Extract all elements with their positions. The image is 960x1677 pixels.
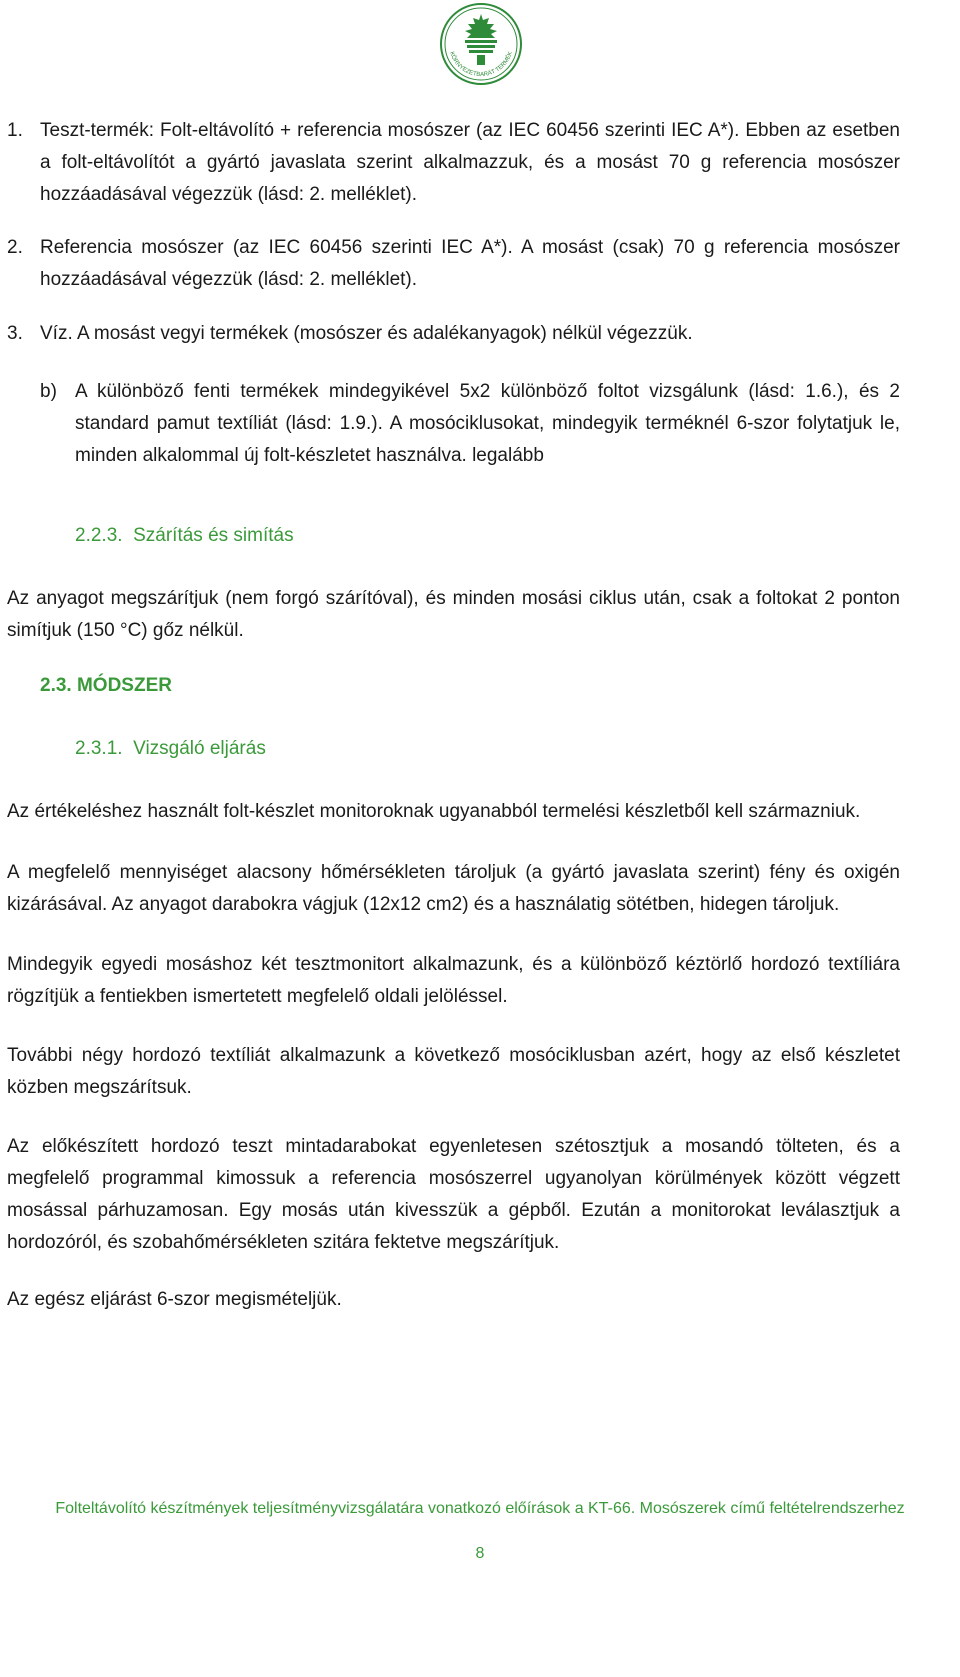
page-number: 8 <box>475 1545 485 1562</box>
section-heading-2-3-1 <box>75 733 775 765</box>
logo-text: KÖRNYEZETBARÁT TERMÉK <box>448 51 514 79</box>
list-item-b-text: A különböző fenti termékek mindegyikével 5x2 különböző foltot vizsgálunk (lásd: 1.6.), és 2 standard pamut textíliát (lásd: 1.9.). A mosóciklusokat, mindegyik terméknél 6-szor folytatjuk le, minden alkalommal új folt-készletet használva. legalább <box>75 381 900 466</box>
list-item-2: Referencia mosószer (az IEC 60456 szerinti IEC A*). A mosást (csak) 70 g referencia mosószer hozzáadásával végezzük (lásd: 2. melléklet). <box>40 237 900 290</box>
paragraph: További négy hordozó textíliát alkalmazunk a következő mosóciklusban azért, hogy az első készletet közben megszárítsuk. <box>7 1045 900 1098</box>
paragraph: Az egész eljárást 6-szor megismételjük. <box>7 1289 342 1310</box>
section-number: 2.3. <box>40 675 72 696</box>
list-item-3: Víz. A mosást vegyi termékek (mosószer és adalékanyagok) nélkül végezzük. <box>40 323 693 344</box>
eco-label-logo <box>436 0 526 90</box>
paragraph: Az előkészített hordozó teszt mintadarabokat egyenletesen szétosztjuk a mosandó tölteten, és a megfelelő programmal kimossuk a referencia mosószerrel ugyanolyan körülmények között végzett mosással párhuzamosan. Egy mosás után kivesszük a gépből. Ezután a monitorokat leválasztjuk a hordozóról, és szobahőmérsékleten szitára fektetve megszárítjuk. <box>7 1136 900 1253</box>
section-title: MÓDSZER <box>76 675 172 696</box>
paragraph: Az értékeléshez használt folt-készlet monitoroknak ugyanabból termelési készletből kell származniuk. <box>7 801 861 822</box>
section-title: Vizsgáló eljárás <box>133 738 266 759</box>
section-title: Szárítás és simítás <box>133 525 294 546</box>
list-number-2: 2. <box>7 237 23 258</box>
list-number-3: 3. <box>7 323 23 344</box>
paragraph-drying: Az anyagot megszárítjuk (nem forgó szárítóval), és minden mosási ciklus után, csak a foltokat 2 ponton simítjuk (150 °C) gőz nélkül. <box>7 588 900 641</box>
list-item-1: Teszt-termék: Folt-eltávolító + referencia mosószer (az IEC 60456 szerinti IEC A*). Ebben az esetben a folt-eltávolítót a gyártó javaslata szerint alkalmazzuk, és a mosást 70 g referencia mosószer hozzáadásával végezzük (lásd: 2. melléklet). <box>40 120 900 205</box>
section-number: 2.2.3. <box>75 525 123 546</box>
list-number-1: 1. <box>7 120 23 141</box>
section-number: 2.3.1. <box>75 738 123 759</box>
section-heading-2-3 <box>40 670 740 702</box>
paragraph: Mindegyik egyedi mosáshoz két tesztmonitort alkalmazunk, és a különböző kéztörlő hordozó textíliára rögzítjük a fentiekben ismertetett megfelelő oldali jelöléssel. <box>7 954 900 1007</box>
paragraph: A megfelelő mennyiséget alacsony hőmérsékleten tároljuk (a gyártó javaslata szerint) fény és oxigén kizárásával. Az anyagot darabokra vágjuk (12x12 cm2) és a használatig sötétben, hidegen tároljuk. <box>7 862 900 915</box>
section-heading-2-2-3 <box>75 520 775 552</box>
list-label-b: b) <box>40 381 57 402</box>
page-footer: Folteltávolító készítmények teljesítményvizsgálatára vonatkozó előírások a KT-66. Mosószerek című feltételrendszerhez <box>55 1500 905 1517</box>
list-item-b <box>75 376 900 472</box>
